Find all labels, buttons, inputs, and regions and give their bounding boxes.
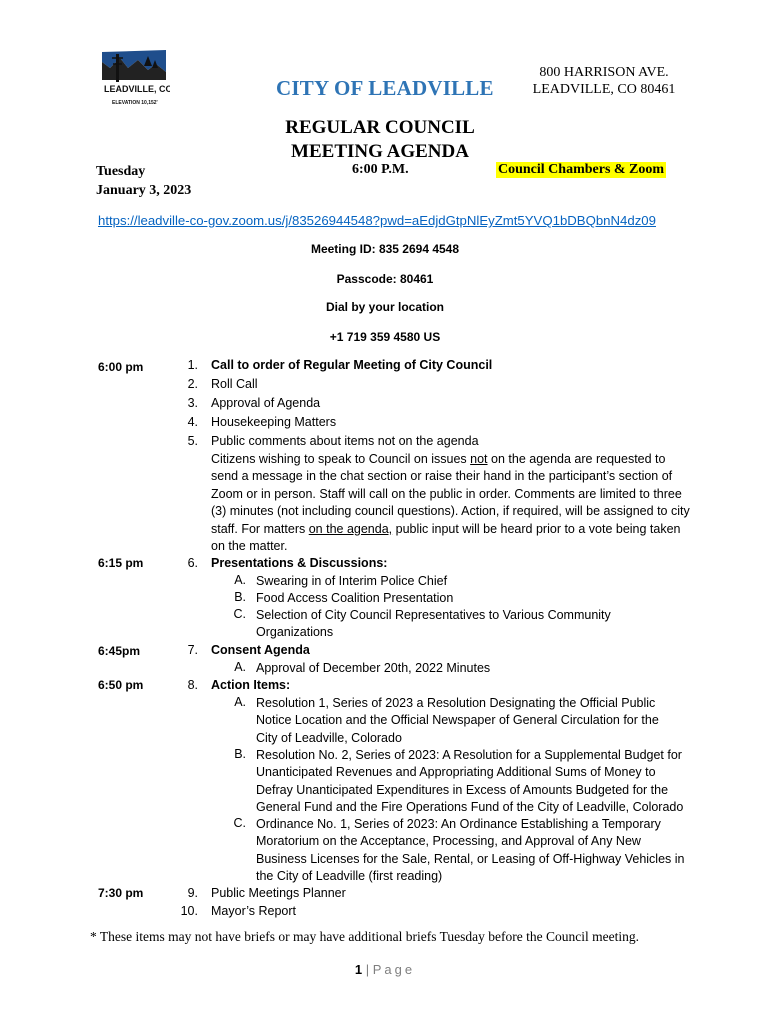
address-line-2: LEADVILLE, CO 80461 [532, 82, 676, 97]
agenda-item: Roll Call [211, 377, 258, 391]
time-slot: 6:00 pm [98, 360, 144, 374]
page-footer [0, 962, 770, 977]
city-logo [98, 46, 170, 108]
sub-item-letter: B. [234, 747, 246, 761]
item-number: 9. [187, 886, 198, 900]
sub-item-letter: B. [234, 590, 246, 604]
agenda-item: Action Items: [211, 678, 291, 692]
time-slot: 7:30 pm [98, 886, 144, 900]
agenda-title-line-1: REGULAR COUNCIL [285, 117, 475, 138]
sub-item-letter: C. [233, 816, 246, 830]
agenda-title [250, 116, 510, 164]
time-slot: 6:45pm [98, 644, 141, 658]
item-number: 6. [187, 556, 198, 570]
sub-item: Selection of City Council Representatives to Various Community Organizations [256, 608, 611, 640]
dial-phone: +1 719 359 4580 US [329, 330, 441, 344]
zoom-link[interactable]: https://leadville-co-gov.zoom.us/j/83526944548?pwd=aEdjdGtpNlEyZmt5YVQ1bDBQbnN4dz09 [98, 213, 656, 228]
sub-item: Resolution No. 2, Series of 2023: A Resolution for a Supplemental Budget for Unanticipated Revenues and Appropriating Additional Sums of Money to Defray Unanticipated Expenditures in Excess of Amounts Budgeted for the General Fund and the Fire Operations Fund of the City of Leadville, Colorado [256, 748, 684, 815]
sub-item-letter: A. [234, 573, 246, 587]
agenda-item: Public comments about items not on the agenda [211, 434, 479, 448]
page-separator: | [365, 962, 370, 977]
sub-item-letter: C. [233, 607, 246, 621]
item-number: 3. [187, 396, 198, 410]
sub-item: Food Access Coalition Presentation [256, 591, 454, 605]
item-number: 5. [187, 434, 198, 448]
agenda-item: Housekeeping Matters [211, 415, 337, 429]
agenda-item: Approval of Agenda [211, 396, 321, 410]
dial-label: Dial by your location [325, 300, 445, 314]
meeting-day: Tuesday [96, 164, 146, 179]
sub-item: Approval of December 20th, 2022 Minutes [256, 661, 491, 675]
public-comment-text: Citizens wishing to speak to Council on issues not on the agenda are requested to send a message in the chat section or raise their hand in the participant’s section of Zoom or in person. Staff will call on the public in order. Comments are limited to three (3) minutes (not including council questions). Action, if required, will be assigned to city staff. For matters on the agenda, public input will be heard prior to a vote being taken on the matter. [211, 452, 690, 554]
meeting-date-text: January 3, 2023 [96, 183, 192, 198]
sub-item: Ordinance No. 1, Series of 2023: An Ordinance Establishing a Temporary Moratorium on the Acceptance, Processing, and Approval of Any New Business Licenses for the Sale, Rental, or Leasing of Off-Highway Vehicles in the City of Leadville (first reading) [256, 817, 685, 884]
page-label: Page [372, 962, 416, 977]
agenda-item: Consent Agenda [211, 643, 310, 657]
meeting-id: Meeting ID: 835 2694 4548 [310, 242, 460, 256]
sub-item-letter: A. [234, 660, 246, 674]
agenda-item: Presentations & Discussions: [211, 556, 388, 570]
meeting-location: Council Chambers & Zoom [498, 162, 665, 177]
city-address [522, 64, 686, 98]
agenda-item: Public Meetings Planner [211, 886, 346, 900]
item-number: 10. [180, 904, 198, 918]
meeting-date [96, 162, 191, 200]
logo-subtext: ELEVATION 10,152' [112, 100, 158, 106]
agenda-item: Call to order of Regular Meeting of City Council [211, 358, 493, 372]
city-title: CITY OF LEADVILLE [276, 76, 494, 100]
item-number: 2. [187, 377, 198, 391]
logo-text: LEADVILLE, CO [104, 84, 170, 94]
time-slot: 6:15 pm [98, 556, 144, 570]
sub-item: Resolution 1, Series of 2023 a Resolution Designating the Official Public Notice Location and the Official Newspaper of General Circulation for the City of Leadville, Colorado [256, 696, 659, 745]
item-number: 1. [187, 358, 198, 372]
page-number: 1 [354, 962, 363, 977]
address-line-1: 800 HARRISON AVE. [539, 65, 669, 80]
item-number: 7. [187, 643, 198, 657]
agenda-title-line-2: MEETING AGENDA [291, 141, 469, 162]
item-number: 4. [187, 415, 198, 429]
meeting-time: 6:00 P.M. [352, 162, 409, 177]
passcode: Passcode: 80461 [336, 272, 434, 286]
footnote: * These items may not have briefs or may have additional briefs Tuesday before the Council meeting. [90, 929, 639, 944]
time-slot: 6:50 pm [98, 678, 144, 692]
sub-item: Swearing in of Interim Police Chief [256, 574, 448, 588]
sub-item-letter: A. [234, 695, 246, 709]
agenda-item: Mayor’s Report [211, 904, 296, 918]
item-number: 8. [187, 678, 198, 692]
